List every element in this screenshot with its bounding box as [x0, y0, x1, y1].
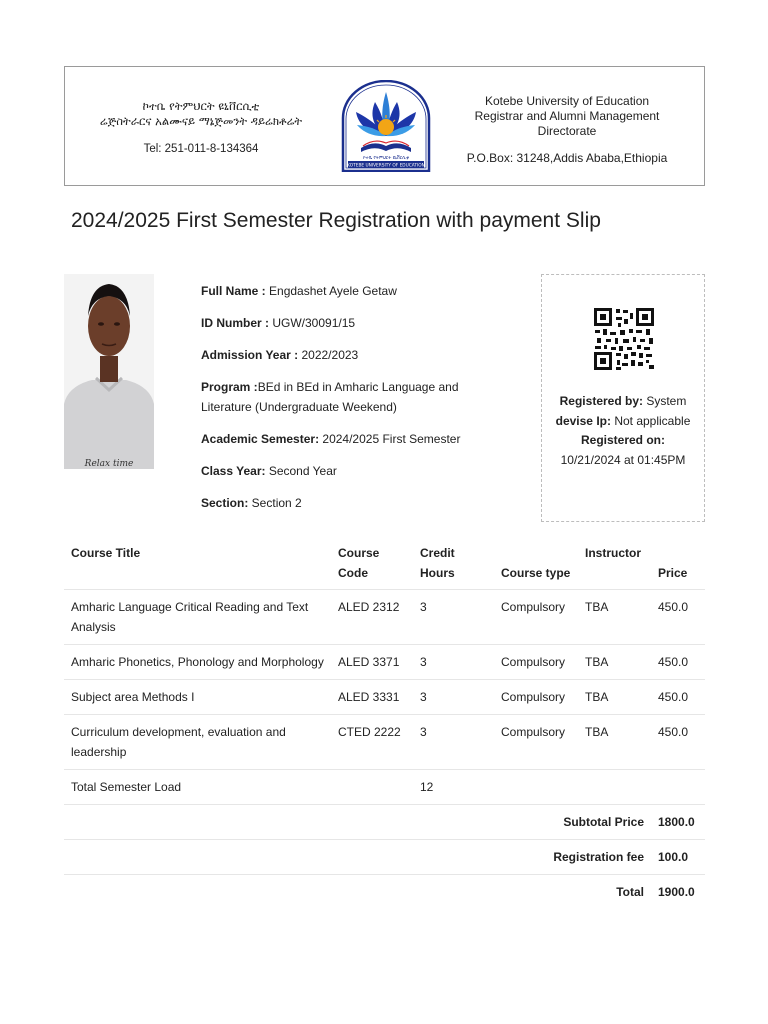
total-load-label: Total Semester Load [64, 770, 331, 805]
page-title: 2024/2025 First Semester Registration with payment Slip [71, 209, 601, 232]
grand-total-value: 1900.0 [651, 875, 705, 910]
price: 450.0 [651, 645, 705, 680]
header-course-title: Course Title [71, 546, 141, 560]
program-value: BEd in BEd in Amharic Language and Literature (Undergraduate Weekend) [201, 380, 459, 414]
course-type: Compulsory [494, 645, 578, 680]
student-photo [64, 274, 154, 469]
course-title: Amharic Language Critical Reading and Text Analysis [64, 590, 331, 645]
registered-on-value: 10/21/2024 at 01:45PM [560, 452, 686, 467]
english-line-1: Kotebe University of Education [484, 94, 650, 108]
course-type: Compulsory [494, 715, 578, 770]
program-row [201, 377, 491, 417]
price: 450.0 [651, 715, 705, 770]
english-university-name [461, 94, 673, 139]
registered-on-label: Registered on: [580, 433, 665, 447]
course-code: ALED 3371 [331, 645, 413, 680]
table-row [64, 715, 705, 770]
full-name-row [201, 281, 491, 301]
credit-hours: 3 [413, 645, 494, 680]
id-number-value: UGW/30091/15 [269, 316, 356, 330]
section-label: Section: [201, 496, 249, 510]
total-load-value: 12 [413, 770, 494, 805]
po-box: P.O.Box: 31248,Addis Ababa,Ethiopia [466, 151, 668, 165]
id-number-row [201, 313, 491, 333]
admission-year-row [201, 345, 491, 365]
course-code: ALED 2312 [331, 590, 413, 645]
registered-by-value: System [643, 394, 687, 408]
table-row [64, 590, 705, 645]
course-title: Curriculum development, evaluation and leadership [64, 715, 331, 770]
amharic-line-1: ኮተቤ የትምህርት ዩኒቨርሲቲ [142, 99, 260, 113]
registration-fee-row [64, 840, 705, 875]
id-number-label: ID Number : [201, 316, 270, 330]
device-ip-row [548, 412, 698, 432]
class-year-row [201, 461, 491, 481]
full-name-value: Engdashet Ayele Getaw [265, 284, 397, 298]
instructor: TBA [578, 590, 651, 645]
section-row [201, 493, 491, 513]
telephone: Tel: 251-011-8-134364 [143, 143, 259, 155]
subtotal-value: 1800.0 [651, 805, 705, 840]
registration-box [541, 274, 705, 522]
course-table [64, 538, 705, 909]
amharic-line-2: ሬጅስትራርና አልሙናይ ማኔጅመንት ዳይሬክቶሬት [99, 114, 303, 128]
course-code: ALED 3331 [331, 680, 413, 715]
instructor: TBA [578, 680, 651, 715]
admission-year-value: 2022/2023 [298, 348, 359, 362]
device-ip-value: Not applicable [610, 413, 691, 428]
course-code: CTED 2222 [331, 715, 413, 770]
class-year-value: Second Year [265, 464, 337, 478]
course-title: Amharic Phonetics, Phonology and Morphology [64, 645, 331, 680]
grand-total-row [64, 875, 705, 910]
course-type: Compulsory [494, 590, 578, 645]
course-type: Compulsory [494, 680, 578, 715]
header-credit-hours: Credit Hours [420, 546, 455, 580]
credit-hours: 3 [413, 680, 494, 715]
student-info [201, 281, 491, 525]
section-value: Section 2 [248, 496, 302, 510]
header-course-code: Course Code [338, 546, 380, 580]
credit-hours: 3 [413, 590, 494, 645]
device-ip-label: devise Ip: [555, 413, 611, 428]
admission-year-label: Admission Year : [201, 348, 299, 362]
letterhead [64, 66, 705, 186]
registration-details [548, 392, 698, 470]
class-year-label: Class Year: [201, 464, 266, 478]
grand-total-label: Total [64, 875, 651, 910]
english-line-2: Registrar and Alumni Management [474, 109, 660, 123]
shirt-print-text: Relax time [84, 459, 134, 469]
course-title: Subject area Methods I [64, 680, 331, 715]
semester-value: 2024/2025 First Semester [319, 432, 461, 446]
registration-fee-value: 100.0 [651, 840, 705, 875]
total-load-row [64, 770, 705, 805]
header-instructor: Instructor [585, 546, 642, 560]
instructor: TBA [578, 715, 651, 770]
table-row [64, 645, 705, 680]
university-logo-icon [341, 80, 431, 172]
semester-row [201, 429, 491, 449]
svg-text:KOTEBE UNIVERSITY OF EDUCATION: KOTEBE UNIVERSITY OF EDUCATION [347, 163, 425, 169]
subtotal-row [64, 805, 705, 840]
price: 450.0 [651, 590, 705, 645]
table-row [64, 680, 705, 715]
subtotal-label: Subtotal Price [64, 805, 651, 840]
svg-text:ኮተቤ የትምህርት ዩኒቨርሲቲ: ኮተቤ የትምህርት ዩኒቨርሲቲ [363, 156, 409, 161]
registered-by-label: Registered by: [559, 394, 643, 408]
semester-label: Academic Semester: [201, 432, 320, 446]
credit-hours: 3 [413, 715, 494, 770]
header-price: Price [658, 566, 688, 580]
header-course-type: Course type [501, 566, 571, 580]
price: 450.0 [651, 680, 705, 715]
amharic-university-name [65, 99, 337, 129]
registered-on-row [548, 431, 698, 451]
registered-by-row [548, 392, 698, 412]
table-header-row [64, 538, 705, 590]
qr-code-icon [594, 308, 654, 370]
program-label: Program : [201, 380, 258, 394]
registration-fee-label: Registration fee [64, 840, 651, 875]
english-line-3: Directorate [537, 124, 597, 138]
instructor: TBA [578, 645, 651, 680]
full-name-label: Full Name : [201, 284, 266, 298]
